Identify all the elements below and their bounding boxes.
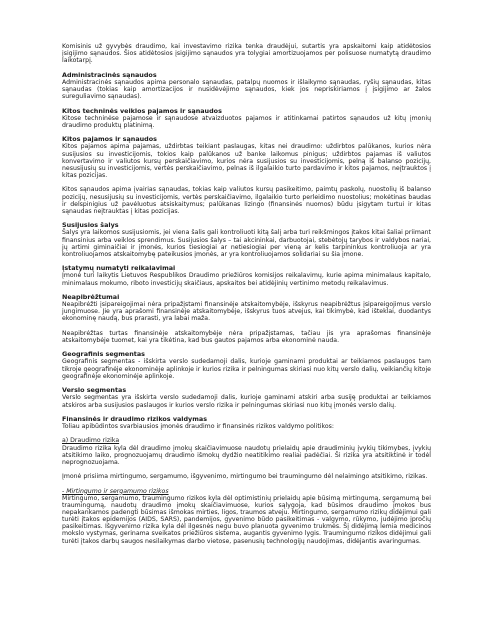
subheading-insurance-risk: a) Draudimo rizika <box>62 437 120 445</box>
paragraph-text: Draudimo rizika kyla dėl draudimo įmokų skaičiavimuose naudotų prielaidų apie draudiminių įvykių tikimybes, įvykių atsitikimo laiko, prognozuojamų draudimo išmokų dydžio neatitikimo realiai padėčiai. Ši rizika yra atsitiktinė ir todėl neprognozuojama. <box>62 444 431 466</box>
paragraph-text: Geografinis segmentas - išskirta verslo sudedamoji dalis, kurioje gaminami produktai ar teikiamos paslaugos tam tikroje geografinėje ekonominėje aplinkoje ir kurios rizika ir pelningumas skiriasi nuo kitų verslo dalių, veikiančių kitoje geografinėje ekonominėje aplinkoje. <box>62 358 431 380</box>
paragraph-insurance-risk <box>62 445 431 466</box>
paragraph-text: Neapibrėžtas turtas finansinėje atskaitomybėje nėra pripažįstamas, tačiau jis yra aprašomas finansinėje atskaitomybėje tuomet, kai yra tikėtina, kad bus gautos pajamos arba ekonominė nauda. <box>62 329 431 344</box>
heading-geographic-segment: Geografinis segmentas <box>62 350 145 359</box>
paragraph-text: Kitose techninėse pajamose ir sąnaudose atvaizduotos pajamos ir atitinkamai patirtos sąnaudos už kitų įmonių draudimo produktų platinimą. <box>62 114 431 129</box>
heading-legal-requirements: Įstatymų numatyti reikalavimai <box>62 264 176 273</box>
paragraph-other-income <box>62 143 431 179</box>
paragraph-text: Įmonė turi laikytis Lietuvos Respublikos Draudimo priežiūros komisijos reikalavimų, kurie apima minimalaus kapitalo, minimalaus mokumo, riboto investicijų skaičiaus, apskaitos bei atidėjinių vertinimo metodų reikalavimus. <box>62 272 431 287</box>
paragraph-contingent-assets <box>62 330 431 344</box>
paragraph-commission <box>62 43 431 64</box>
heading-related-parties: Susijusios šalys <box>62 221 119 230</box>
paragraph-text: Šalys yra laikomos susijusiomis, jei viena šalis gali kontroliuoti kitą šalį arba turi reikšmingos įtakos kitai šaliai priimant finansinius arba veiklos sprendimus. Susijusios šalys – tai akcininkai, darbuotojai, stebėtojų tarybos ir valdybos nariai, jų artimi giminaičiai ir įmonės, kurios tiesiogiai ar netiesiogiai per vieną ar kelis tarpininkus kontroliuoja ar yra kontroliuojamos atskaitomybę pateikusios įmonės, ar yra kontroliuojamos solidariai su šia įmone. <box>62 229 431 258</box>
heading-risk-management: Finansinės ir draudimo rizikos valdymas <box>62 414 208 423</box>
paragraph-related-parties <box>62 229 431 258</box>
paragraph-assumed-risks <box>62 473 431 480</box>
heading-other-income: Kitos pajamos ir sąnaudos <box>62 135 157 144</box>
paragraph-text: Verslo segmentas yra išskirta verslo sudedamoji dalis, kurioje gaminami atskiri arba susiję produktai ar teikiamos atskiros arba susijusios paslaugos ir kurios verslo rizika ir pelningumas skiriasi nuo kitų įmonės verslo dalių. <box>62 394 431 409</box>
paragraph-risk-management <box>62 423 431 430</box>
paragraph-text: Įmonė prisiima mirtingumo, sergamumo, išgyvenimo, mirtingumo bei traumingumo dėl nelaimingo atsitikimo, rizikas. <box>62 473 428 481</box>
paragraph-other-expenses <box>62 186 431 215</box>
paragraph-text: Toliau apibūdintos svarbiausios įmonės draudimo ir finansinės rizikos valdymo politikos: <box>62 423 334 431</box>
paragraph-contingent-liabilities <box>62 301 431 322</box>
paragraph-text: Kitos sąnaudos apima įvairias sąnaudas, tokias kaip valiutos kursų pasikeitimo, paimtų paskolų, nuostolių iš balanso pozicijų, nesusijusių su investicijomis, vertės perskaičiavimo, ilgalaikio turto perleidimo nuostolius; mokėtinas baudas ir delspinigius už pavėluotus atsiskaitymus; palūkanas lizingo (finansinės nuomos) būdu įsigytam turtui ir kitas sąnaudas neįtrauktas į kitas pozicijas. <box>62 186 431 215</box>
paragraph-legal-requirements <box>62 272 431 286</box>
paragraph-geographic-segment <box>62 358 431 379</box>
paragraph-administrative-costs <box>62 79 431 100</box>
paragraph-text: Mirtingumo, sergamumo, traumingumo rizikos kyla dėl optimistinių prielaidų apie būsimą mirtingumą, sergamumą bei traumingumą, naudotų draudimo įmokų skaičiavimuose, kurios sąlygoja, kad būsimos draudimo įmokos bus nepakankamos padengti būsimas išmokas mirties, ligos, traumos atveju. Mirtingumo, sergamumo rizikų didėjimui gali turėti įtakos epidemijos (AIDS, SARS), pandemijos, gyvenimo būdo pasikeitimas - valgymo, rūkymo, judėjimo įpročių pasikeitimas. Išgyvenimo rizika kyla dėl ilgesnės negu buvo planuota gyvenimo trukmės. Šį didėjimą lemia medicinos mokslo vystymas, gerinama sveikatos priežiūros sistema, augantis gyvenimo lygis. Traumingumo rizikos didėjimui gali turėti įtakos darbų saugos nesilaikymas darbo vietose, pasenusių technologijų naudojimas, didėjantis avaringumas. <box>62 494 431 545</box>
paragraph-text: Administracinės sąnaudos apima personalo sąnaudas, patalpų nuomos ir išlaikymo sąnaudas, ryšių sąnaudas, kitas sąnaudas (tokias kaip amortizacijos ir nusidėvėjimo sąnaudos, kiek jos nepriskiriamos į įsigijimo ar žalos sureguliavimo sąnaudas). <box>62 78 431 101</box>
paragraph-text: Neapibrėžti įsipareigojimai nėra pripažįstami finansinėje atskaitomybėje, išskyrus neapibrėžtus įsipareigojimus verslo jungimuose. Jie yra aprašomi finansinėje atskaitomybėje, išskyrus tuos atvejus, kai tikimybė, kad išteklai, duodantys ekonominę naudą, bus prarasti, yra labai maža. <box>62 301 431 323</box>
paragraph-text: Komisinis už gyvybės draudimo, kai investavimo rizika tenka draudėjui, sutartis yra apskaitomi kaip atidėtosios įsigijimo sąnaudos. Šios atidėtosios įsigijimo sąnaudos yra tolygiai amortizuojamos per polisuose numatytą draudimo laikotarpį. <box>62 43 431 65</box>
paragraph-mortality-morbidity <box>62 495 431 545</box>
heading-business-segment: Verslo segmentas <box>62 386 127 395</box>
subheading-mortality-morbidity: - Mirtingumo ir sergamumo rizikos <box>62 487 169 495</box>
paragraph-business-segment <box>62 394 431 408</box>
heading-other-technical: Kitos techninės veiklos pajamos ir sąnaudos <box>62 106 222 115</box>
heading-contingencies: Neapibrėžtumai <box>62 292 120 301</box>
heading-administrative-costs: Administracinės sąnaudos <box>62 70 157 79</box>
paragraph-other-technical <box>62 115 431 129</box>
paragraph-text: Kitos pajamos apima pajamas, uždirbtas teikiant paslaugas, kitas nei draudimo: uždirbtos palūkanos, kurios nėra susijusios su investicijomis, tokios kaip palūkanos už banke laikomus pinigus; uždirbtos pajamas iš valiutos konvertavimo ir valiutos kursų perskaičiavimo, kurios nėra susijusios su investicijomis, pelną iš balanso pozicijų, nesusijusių su investicijomis, vertės perskaičiavimo, pelnas iš ilgalaikio turto pardavimo ir kitos pajamos, neįtrauktos į kitas pozicijas. <box>62 143 431 180</box>
